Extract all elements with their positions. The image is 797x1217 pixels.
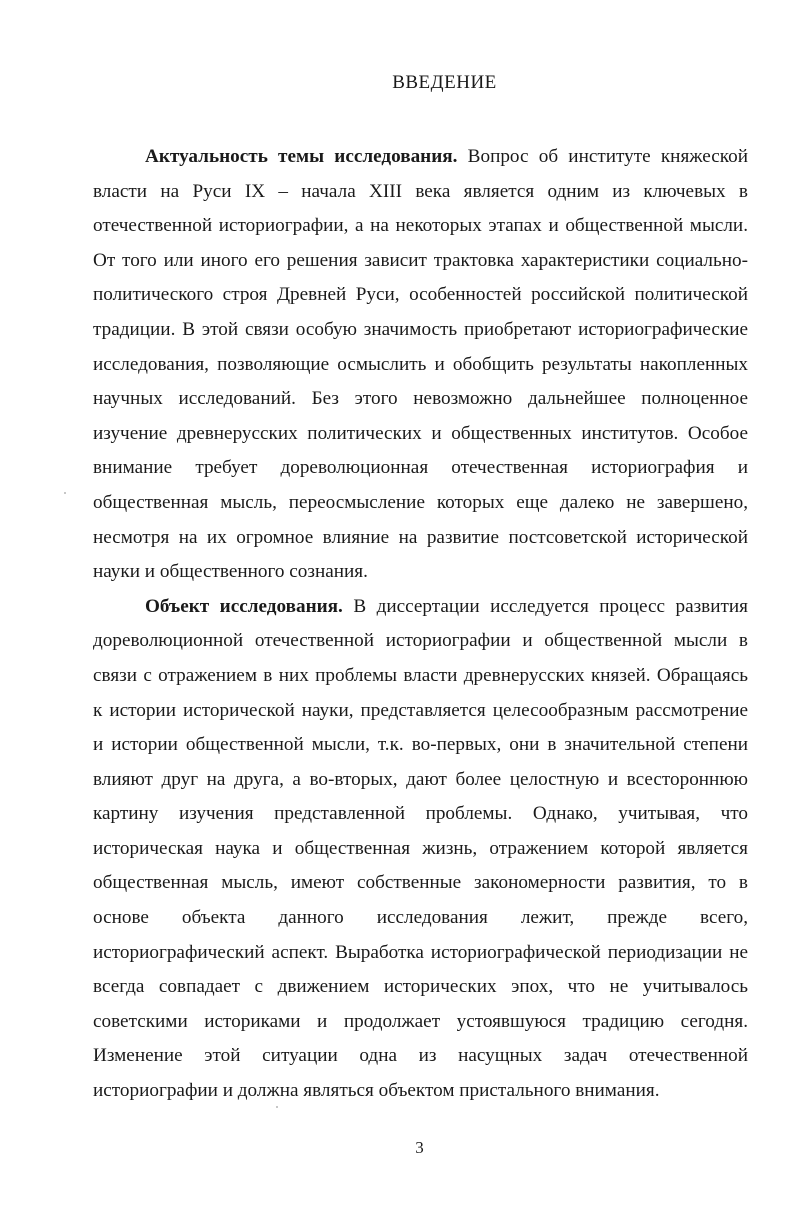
body-text — [93, 140, 748, 1109]
scan-speck — [276, 1106, 278, 1108]
section-heading: ВВЕДЕНИЕ — [392, 72, 497, 93]
paragraph-relevance — [93, 140, 748, 590]
paragraph-body: В диссертации исследуется процесс развития дореволюционной отечественной историографии и общественной мысли в связи с отражением в них проблемы власти древнерусских князей. Обращаясь к истории исторической науки, представляется целесообразным рассмотрение и истории общественной мысли, т.к. во-первых, они в значительной степени влияют друг на друга, а во-вторых, дают более целостную и всестороннюю картину изучения представленной проблемы. Однако, учитывая, что историческая наука и общественная жизнь, отражением которой является общественная мысль, имеют собственные закономерности развития, то в основе объекта данного исследования лежит, прежде всего, историографический аспект. Выработка историографической периодизации не всегда совпадает с движением исторических эпох, что не учитывалось советскими историками и продолжает устоявшуюся традицию сегодня. Изменение этой ситуации одна из насущных задач отечественной историографии и должна являться объектом пристального внимания. — [93, 595, 748, 1102]
page-number: 3 — [415, 1138, 424, 1157]
paragraph-body: Вопрос об институте княжеской власти на Руси IX – начала XIII века является одним из ключевых в отечественной историографии, а на некоторых этапах и общественной мысли. От того или иного его решения зависит трактовка характеристики социально-политического строя Древней Руси, особенностей российской политической традиции. В этой связи особую значимость приобретают историографические исследования, позволяющие осмыслить и обобщить результаты накопленных научных исследований. Без этого невозможно дальнейшее полноценное изучение древнерусских политических и общественных институтов. Особое внимание требует дореволюционная отечественная историография и общественная мысль, переосмысление которых еще далеко не завершено, несмотря на их огромное влияние на развитие постсоветской исторической науки и общественного сознания. — [93, 146, 748, 583]
scan-speck — [64, 492, 66, 494]
paragraph-object — [93, 590, 748, 1109]
paragraph-lead: Объект исследования. — [145, 595, 343, 617]
paragraph-lead: Актуальность темы исследования. — [145, 146, 458, 167]
